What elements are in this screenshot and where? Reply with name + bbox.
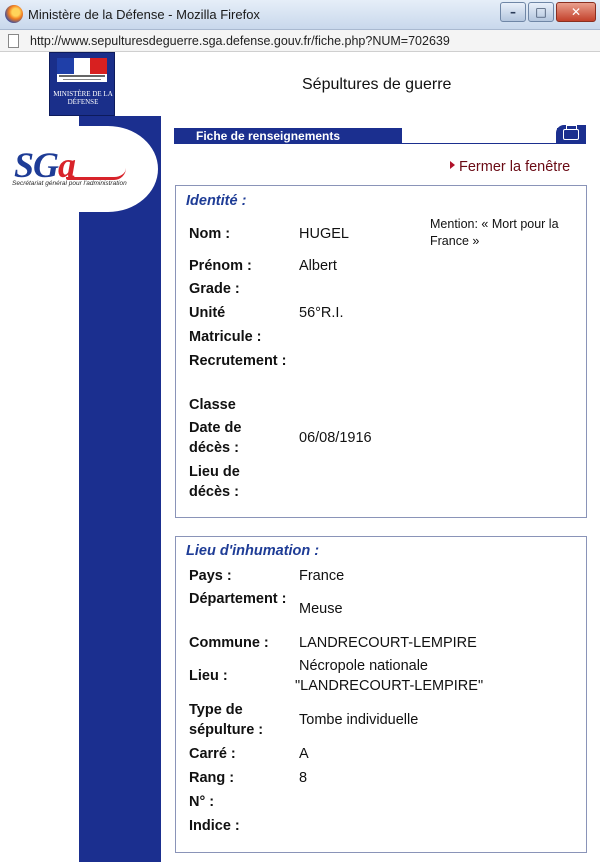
- field-label-nom: Nom :: [189, 226, 231, 242]
- print-icon: [563, 129, 579, 140]
- field-label-carre: Carré :: [189, 746, 236, 762]
- field-value-pays: France: [299, 568, 345, 584]
- close-window-button[interactable]: [556, 2, 596, 22]
- field-label-classe: Classe: [189, 397, 236, 413]
- window-titlebar: [0, 0, 600, 30]
- field-value-date-deces: 06/08/1916: [299, 430, 372, 446]
- minimize-icon: –: [510, 5, 516, 19]
- field-value-nom: HUGEL: [299, 226, 349, 242]
- field-label-pays: Pays :: [189, 568, 232, 584]
- field-value-type-sepulture: Tombe individuelle: [299, 712, 419, 728]
- field-label-rang: Rang :: [189, 770, 235, 786]
- field-label-indice: Indice :: [189, 818, 240, 834]
- sga-subtitle: Secrétariat général pour l'administration: [12, 180, 127, 187]
- ministry-logo-text: MINISTÈRE DE LA DÉFENSE: [53, 90, 113, 106]
- ministry-logo: [49, 52, 115, 116]
- field-label-unite: Unité: [189, 305, 226, 321]
- field-value-lieu: Nécropole nationale "LANDRECOURT-LEMPIRE": [295, 658, 484, 694]
- field-value-rang: 8: [299, 770, 308, 786]
- field-label-numero: N° :: [189, 794, 215, 810]
- minimize-button[interactable]: [500, 2, 526, 22]
- url-text[interactable]: http://www.sepulturesdeguerre.sga.defense.gouv.fr/fiche.php?NUM=702639: [30, 34, 450, 48]
- maximize-button[interactable]: [528, 2, 554, 22]
- window-controls: [498, 2, 596, 24]
- tab-fiche-renseignements[interactable]: Fiche de renseignements: [196, 129, 341, 143]
- tab-gap: [402, 128, 557, 144]
- page-icon: [8, 34, 19, 48]
- mention-text: Mention: « Mort pour la France »: [430, 217, 559, 248]
- burial-panel: [175, 536, 587, 853]
- field-label-grade: Grade :: [189, 281, 240, 297]
- tab-gap-line: [402, 143, 557, 144]
- field-value-commune: LANDRECOURT-LEMPIRE: [299, 635, 477, 651]
- field-value-departement: Meuse: [299, 601, 343, 617]
- left-blue-bar: [79, 116, 161, 862]
- window-title: Ministère de la Défense - Mozilla Firefox: [28, 7, 260, 22]
- field-label-prenom: Prénom :: [189, 258, 252, 274]
- firefox-icon: [5, 5, 23, 23]
- identity-panel: [175, 185, 587, 518]
- field-label-date-deces: Date de décès :: [189, 420, 242, 456]
- print-button[interactable]: [556, 125, 586, 144]
- arrow-right-icon: [450, 161, 455, 169]
- sga-logo-accent: a: [58, 145, 76, 185]
- burial-title: Lieu d'inhumation :: [186, 543, 320, 559]
- address-bar[interactable]: [0, 30, 600, 52]
- field-label-lieu-deces: Lieu de décès :: [189, 464, 240, 500]
- close-icon: ✕: [570, 5, 582, 19]
- close-window-link-label: Fermer la fenêtre: [459, 159, 571, 175]
- close-window-link[interactable]: [450, 159, 570, 175]
- field-label-commune: Commune :: [189, 635, 269, 651]
- identity-title: Identité :: [186, 193, 247, 209]
- page-content: [0, 52, 600, 862]
- field-label-type-sepulture: Type de sépulture :: [189, 702, 264, 738]
- maximize-icon: □: [535, 5, 547, 19]
- field-label-matricule: Matricule :: [189, 329, 262, 345]
- field-label-departement: Département :: [189, 591, 287, 607]
- field-label-lieu: Lieu :: [189, 668, 228, 684]
- field-label-recrutement: Recrutement :: [189, 353, 287, 369]
- field-value-prenom: Albert: [299, 258, 337, 274]
- sga-logo-main: SG: [14, 145, 59, 185]
- tab-strip: [174, 128, 586, 144]
- republique-francaise-emblem: [57, 58, 107, 82]
- sga-swoosh: [66, 168, 126, 180]
- field-value-unite: 56°R.I.: [299, 305, 344, 321]
- site-title: Sépultures de guerre: [302, 76, 452, 93]
- field-value-carre: A: [299, 746, 309, 762]
